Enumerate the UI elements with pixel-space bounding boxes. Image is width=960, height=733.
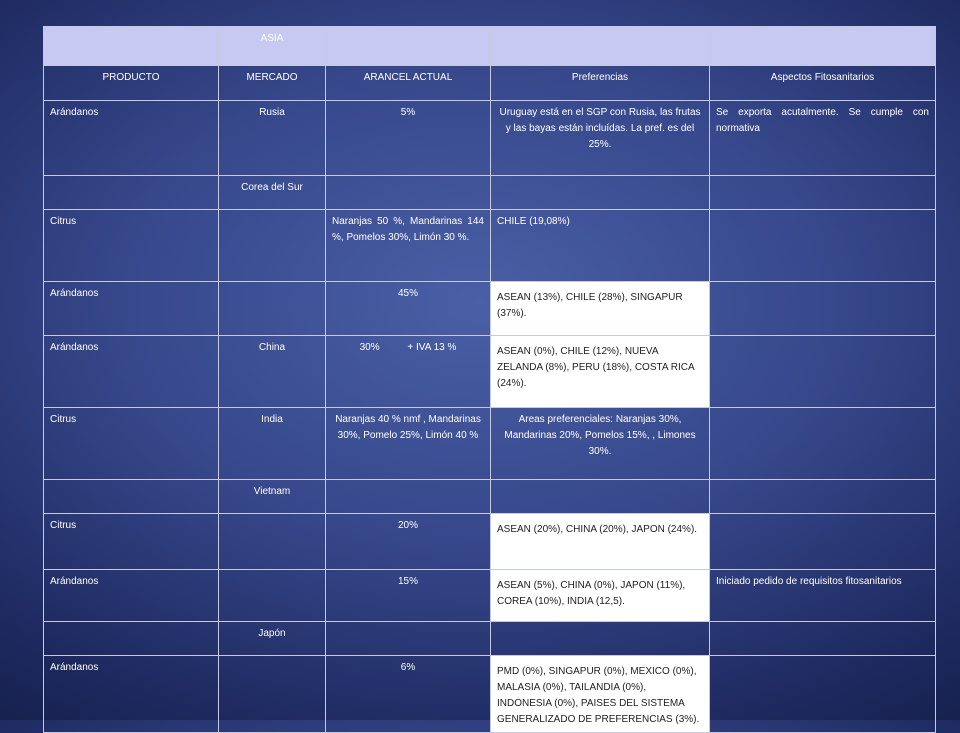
region-empty-cell [710, 27, 936, 66]
cell-mercado [219, 514, 326, 570]
cell-arancel [326, 480, 491, 514]
cell-producto [44, 176, 219, 210]
header-preferencias: Preferencias [491, 66, 710, 101]
cell-fitosanitarios [710, 656, 936, 733]
table-row [44, 570, 936, 622]
cell-fitosanitarios [710, 408, 936, 480]
cell-preferencias: ASEAN (20%), CHINA (20%), JAPON (24%). [491, 514, 710, 570]
cell-mercado: Vietnam [219, 480, 326, 514]
region-empty-cell [491, 27, 710, 66]
cell-preferencias: Uruguay está en el SGP con Rusia, las frutas y las bayas están incluídas. La pref. es del 25%. [491, 101, 710, 176]
cell-arancel [326, 622, 491, 656]
cell-producto: Citrus [44, 210, 219, 282]
cell-arancel: Naranjas 40 % nmf , Mandarinas 30%, Pomelo 25%, Limón 40 % [326, 408, 491, 480]
cell-fitosanitarios [710, 514, 936, 570]
table-row [44, 656, 936, 733]
cell-arancel: 15% [326, 570, 491, 622]
table-row [44, 282, 936, 336]
cell-fitosanitarios [710, 176, 936, 210]
cell-fitosanitarios [710, 336, 936, 408]
cell-preferencias: PMD (0%), SINGAPUR (0%), MEXICO (0%), MALASIA (0%), TAILANDIA (0%), INDONESIA (0%), PAISES DEL SISTEMA GENERALIZADO DE PREFERENCIAS (3%). [491, 656, 710, 733]
header-arancel: ARANCEL ACTUAL [326, 66, 491, 101]
cell-fitosanitarios [710, 622, 936, 656]
cell-producto: Citrus [44, 514, 219, 570]
cell-preferencias: ASEAN (0%), CHILE (12%), NUEVA ZELANDA (8%), PERU (18%), COSTA RICA (24%). [491, 336, 710, 408]
header-producto: PRODUCTO [44, 66, 219, 101]
cell-preferencias: Areas preferenciales: Naranjas 30%, Mandarinas 20%, Pomelos 15%, , Limones 30%. [491, 408, 710, 480]
table-row [44, 408, 936, 480]
cell-preferencias [491, 480, 710, 514]
cell-producto: Arándanos [44, 282, 219, 336]
cell-mercado [219, 570, 326, 622]
cell-mercado: Japón [219, 622, 326, 656]
table-row [44, 176, 936, 210]
cell-arancel: 20% [326, 514, 491, 570]
cell-mercado: China [219, 336, 326, 408]
cell-fitosanitarios: Iniciado pedido de requisitos fitosanitarios [710, 570, 936, 622]
cell-mercado [219, 656, 326, 733]
cell-producto: Arándanos [44, 101, 219, 176]
cell-preferencias: CHILE (19,08%) [491, 210, 710, 282]
cell-producto [44, 622, 219, 656]
cell-preferencias [491, 176, 710, 210]
region-title: ASIA [219, 27, 326, 66]
header-fitosanitarios: Aspectos Fitosanitarios [710, 66, 936, 101]
table-row [44, 101, 936, 176]
cell-producto: Citrus [44, 408, 219, 480]
cell-fitosanitarios [710, 480, 936, 514]
region-row [44, 27, 936, 66]
cell-arancel: 5% [326, 101, 491, 176]
header-mercado: MERCADO [219, 66, 326, 101]
table-row [44, 514, 936, 570]
cell-producto: Arándanos [44, 570, 219, 622]
region-empty-cell [326, 27, 491, 66]
cell-mercado: India [219, 408, 326, 480]
cell-arancel [326, 176, 491, 210]
cell-producto: Arándanos [44, 336, 219, 408]
cell-arancel: Naranjas 50 %, Mandarinas 144 %, Pomelos 30%, Limón 30 %. [326, 210, 491, 282]
cell-fitosanitarios [710, 282, 936, 336]
table-row [44, 622, 936, 656]
header-row [44, 66, 936, 101]
region-empty-cell [44, 27, 219, 66]
cell-mercado [219, 282, 326, 336]
cell-preferencias: ASEAN (13%), CHILE (28%), SINGAPUR (37%). [491, 282, 710, 336]
cell-fitosanitarios [710, 210, 936, 282]
cell-fitosanitarios: Se exporta acutalmente. Se cumple con normativa [710, 101, 936, 176]
cell-arancel: 45% [326, 282, 491, 336]
cell-preferencias [491, 622, 710, 656]
table-row [44, 210, 936, 282]
table-row [44, 480, 936, 514]
cell-arancel: 6% [326, 656, 491, 733]
cell-arancel: 30% + IVA 13 % [326, 336, 491, 408]
cell-mercado: Corea del Sur [219, 176, 326, 210]
tariff-table [43, 26, 936, 733]
cell-producto [44, 480, 219, 514]
cell-mercado [219, 210, 326, 282]
cell-producto: Arándanos [44, 656, 219, 733]
cell-preferencias: ASEAN (5%), CHINA (0%), JAPON (11%), COREA (10%), INDIA (12,5). [491, 570, 710, 622]
cell-mercado: Rusia [219, 101, 326, 176]
table-row [44, 336, 936, 408]
